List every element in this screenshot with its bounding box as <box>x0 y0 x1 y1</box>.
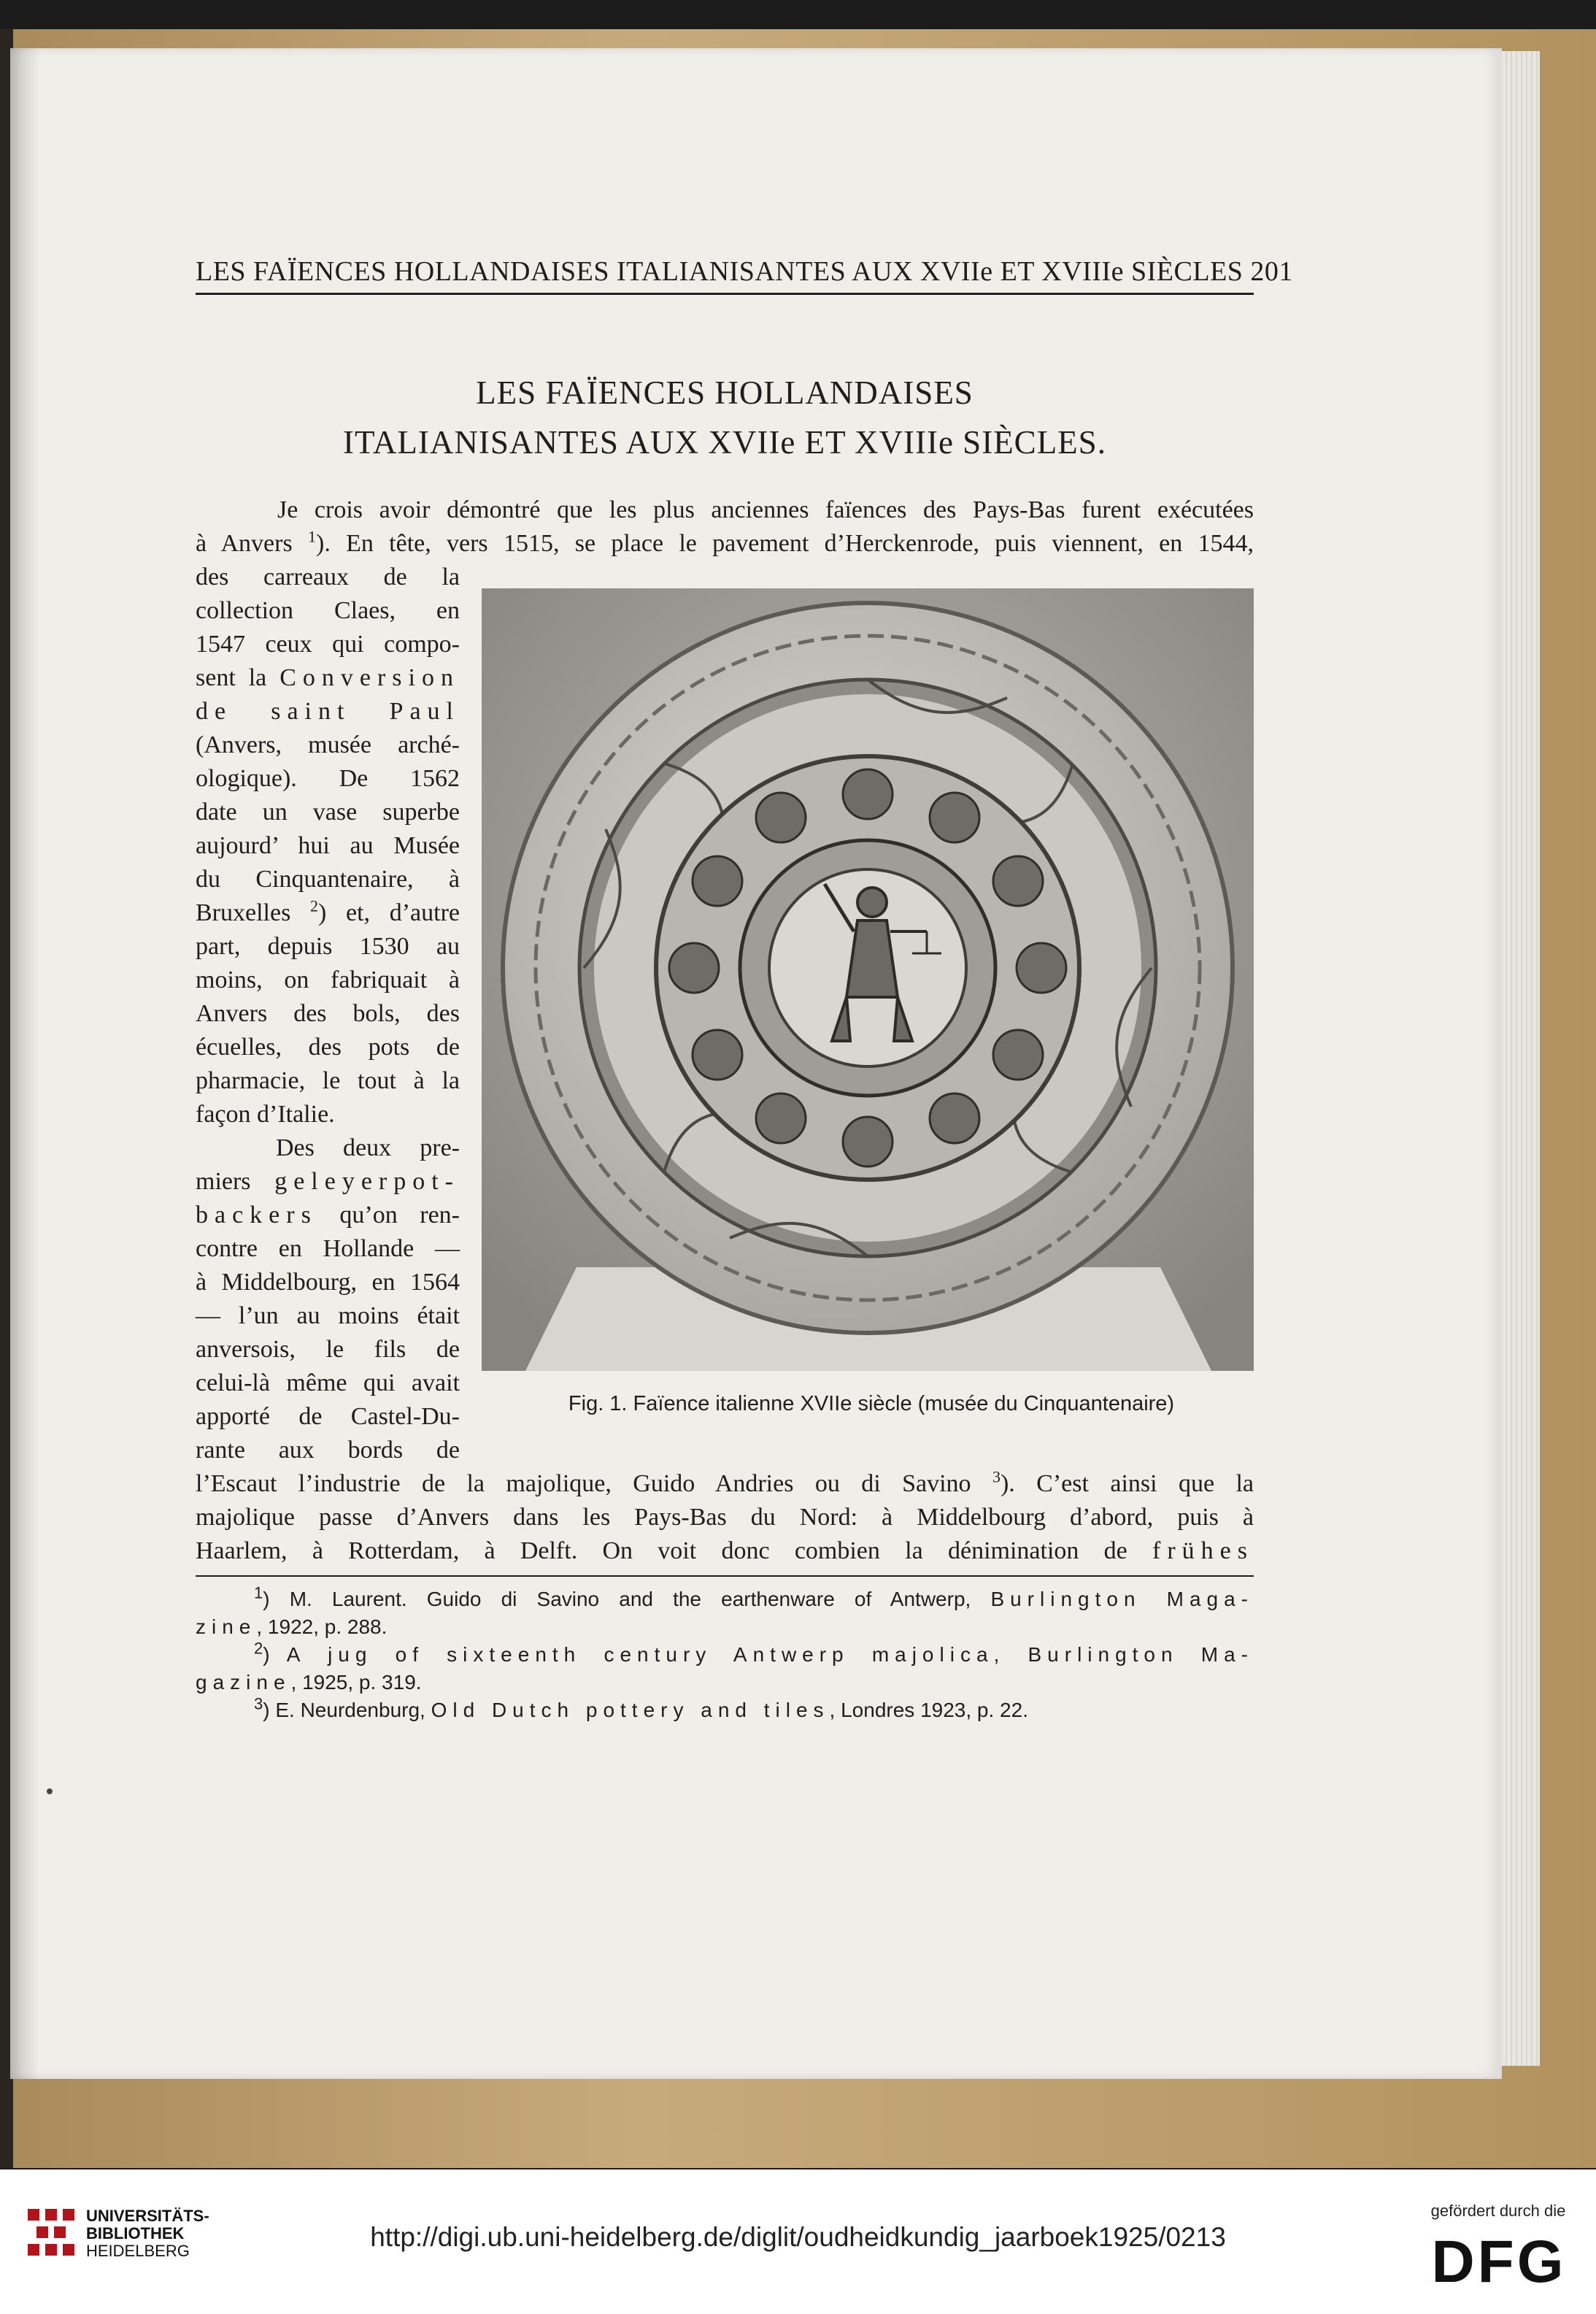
running-head-rule <box>196 293 1254 295</box>
body-line-29: rante aux bords de <box>196 1437 460 1464</box>
footnote-3: $^3$) E. Neurdenburg, Old Dutch pottery and tiles, Londres 1923, p. 22. <box>254 1694 1028 1721</box>
figure-caption: Fig. 1. Faïence italienne XVIIe siècle (musée du Cinquantenaire) <box>568 1392 1175 1415</box>
margin-dot <box>47 1788 53 1794</box>
footnote-ref-1: 1 <box>308 527 316 546</box>
figure-plate-photo <box>482 588 1254 1371</box>
permalink-url[interactable]: http://digi.ub.uni-heidelberg.de/diglit/oudheidkundig_jaarboek1925/0213 <box>370 2222 1226 2252</box>
library-name-line-1: UNIVERSITÄTS- <box>86 2207 209 2225</box>
article-title-line-1: LES FAÏENCES HOLLANDAISES <box>476 374 974 411</box>
body-line-9: ologique). De 1562 <box>196 765 460 792</box>
body-line-23: contre en Hollande — <box>196 1235 460 1262</box>
footnote-ref-2: 2 <box>310 896 318 915</box>
library-name-line-3: HEIDELBERG <box>86 2242 190 2260</box>
footnote-1-line-2: zine, 1922, p. 288. <box>196 1615 388 1638</box>
funding-note: gefördert durch die <box>1430 2202 1566 2220</box>
body-line-3: des carreaux de la <box>196 564 460 591</box>
gutter-shadow <box>10 48 39 2079</box>
body-line-2: à Anvers $^1$). En tête, vers 1515, se place le pavement d’Herckenrode, puis viennent, en 1544, <box>196 527 1254 557</box>
body-line-20: Des deux pre- <box>276 1134 460 1161</box>
body-line-12: du Cinquantenaire, à <box>196 866 460 893</box>
body-line-18: pharmacie, le tout à la <box>196 1067 460 1094</box>
body-line-4: collection Claes, en <box>196 597 460 624</box>
footnote-2-line-1: $^2$) A jug of sixteenth century Antwerp majolica, Burlington Ma- <box>254 1639 1254 1666</box>
body-line-26: anversois, le fils de <box>196 1336 460 1363</box>
running-head-text: LES FAÏENCES HOLLANDAISES ITALIANISANTES AUX XVIIe ET XVIIIe SIÈCLES <box>196 256 1244 287</box>
body-line-13: Bruxelles $^2$) et, d’autre <box>196 896 460 926</box>
body-line-8: (Anvers, musée arché- <box>196 731 460 758</box>
body-line-10: date un vase superbe <box>196 799 460 826</box>
article-title-line-2: ITALIANISANTES AUX XVIIe ET XVIIIe SIÈCLES. <box>343 424 1106 461</box>
majolica-dish-image <box>482 588 1254 1371</box>
body-line-30: l’Escaut l’industrie de la majolique, Guido Andries ou di Savino $^3$). C’est ainsi que la <box>196 1467 1254 1497</box>
footnote-ref-3: 3 <box>992 1467 1001 1486</box>
emphasis-text: Conversion <box>280 664 460 691</box>
body-line-11: aujourd’ hui au Musée <box>196 832 460 859</box>
page-number: 201 <box>1250 256 1293 287</box>
body-line-5: 1547 ceux qui compo- <box>196 631 460 658</box>
dfg-logo: DFG <box>1431 2229 1567 2295</box>
body-line-21: miers geleyerpot- <box>196 1168 460 1195</box>
body-line-24: à Middelbourg, en 1564 <box>196 1269 460 1296</box>
body-line-6: sent la Conversion <box>196 664 460 691</box>
body-line-7: de saint Paul <box>196 698 460 725</box>
body-line-14: part, depuis 1530 au <box>196 933 460 960</box>
body-line-17: écuelles, des pots de <box>196 1034 460 1061</box>
footnote-2-line-2: gazine, 1925, p. 319. <box>196 1671 422 1694</box>
running-head <box>196 255 1293 288</box>
library-name-line-2: BIBLIOTHEK <box>86 2224 185 2242</box>
body-line-15: moins, on fabriquait à <box>196 966 460 993</box>
body-line-22: backers qu’on ren- <box>196 1202 460 1229</box>
body-line-16: Anvers des bols, des <box>196 1000 460 1027</box>
body-line-31: majolique passe d’Anvers dans les Pays-Bas du Nord: à Middelbourg d’abord, puis à <box>196 1504 1254 1531</box>
body-line-19: façon d’Italie. <box>196 1101 335 1128</box>
emphasis-text: backers <box>196 1202 317 1229</box>
body-line-27: celui-là même qui avait <box>196 1369 460 1396</box>
footnote-1-line-1: $^1$) M. Laurent. Guido di Savino and the earthenware of Antwerp, Burlington Maga- <box>254 1583 1254 1610</box>
body-line-1: Je crois avoir démontré que les plus anciennes faïences des Pays-Bas furent exécutées <box>277 496 1254 523</box>
emphasis-text: frühes <box>1152 1537 1254 1564</box>
footnote-rule <box>196 1575 1254 1577</box>
body-line-25: — l’un au moins était <box>196 1302 460 1329</box>
body-line-32: Haarlem, à Rotterdam, à Delft. On voit donc combien la dénimination de frühes <box>196 1537 1254 1564</box>
emphasis-text: geleyerpot- <box>274 1168 460 1195</box>
body-line-28: apporté de Castel-Du- <box>196 1403 460 1430</box>
